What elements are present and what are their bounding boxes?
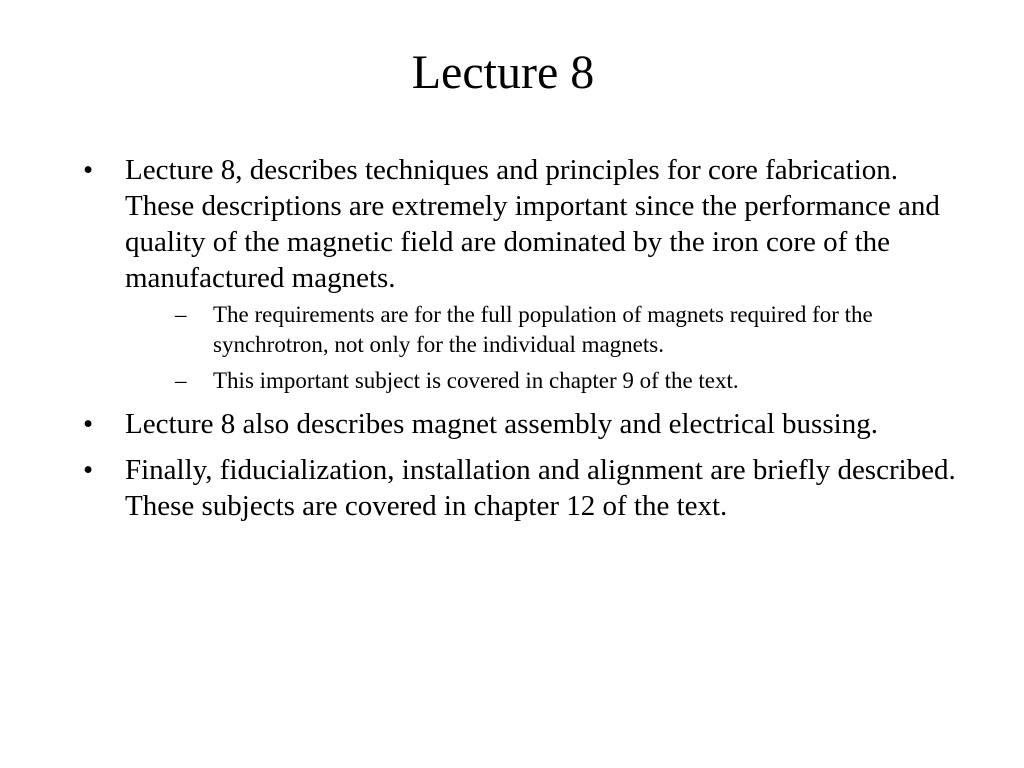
bullet-text: Finally, fiducialization, installation and alignment are briefly described. These subjects are covered in chapter 12 of the text. [125, 454, 956, 522]
sub-bullet-text: The requirements are for the full population of magnets required for the synchrotron, not only for the individual magnets. [213, 302, 873, 357]
sub-bullet-marker: – [175, 368, 187, 393]
bullet-item [83, 406, 963, 442]
sub-bullet-item [125, 300, 963, 360]
bullet-text: Lecture 8 also describes magnet assembly and electrical bussing. [125, 408, 878, 440]
bullet-marker: • [83, 454, 94, 486]
bullet-item [83, 152, 963, 396]
bullet-marker: • [83, 408, 94, 440]
bullet-marker: • [83, 154, 94, 186]
sub-bullet-text: This important subject is covered in chapter 9 of the text. [213, 368, 739, 393]
bullet-item [83, 452, 963, 524]
sub-bullet-marker: – [175, 302, 187, 327]
slide-title: Lecture 8 [411, 46, 595, 99]
bullet-list [83, 152, 963, 534]
sub-bullet-list [125, 300, 963, 396]
sub-bullet-item [125, 366, 963, 396]
bullet-text: Lecture 8, describes techniques and principles for core fabrication. These descriptions are extremely important since the performance and quality of the magnetic field are dominated by the iron core of the manufactured magnets. [125, 154, 940, 294]
